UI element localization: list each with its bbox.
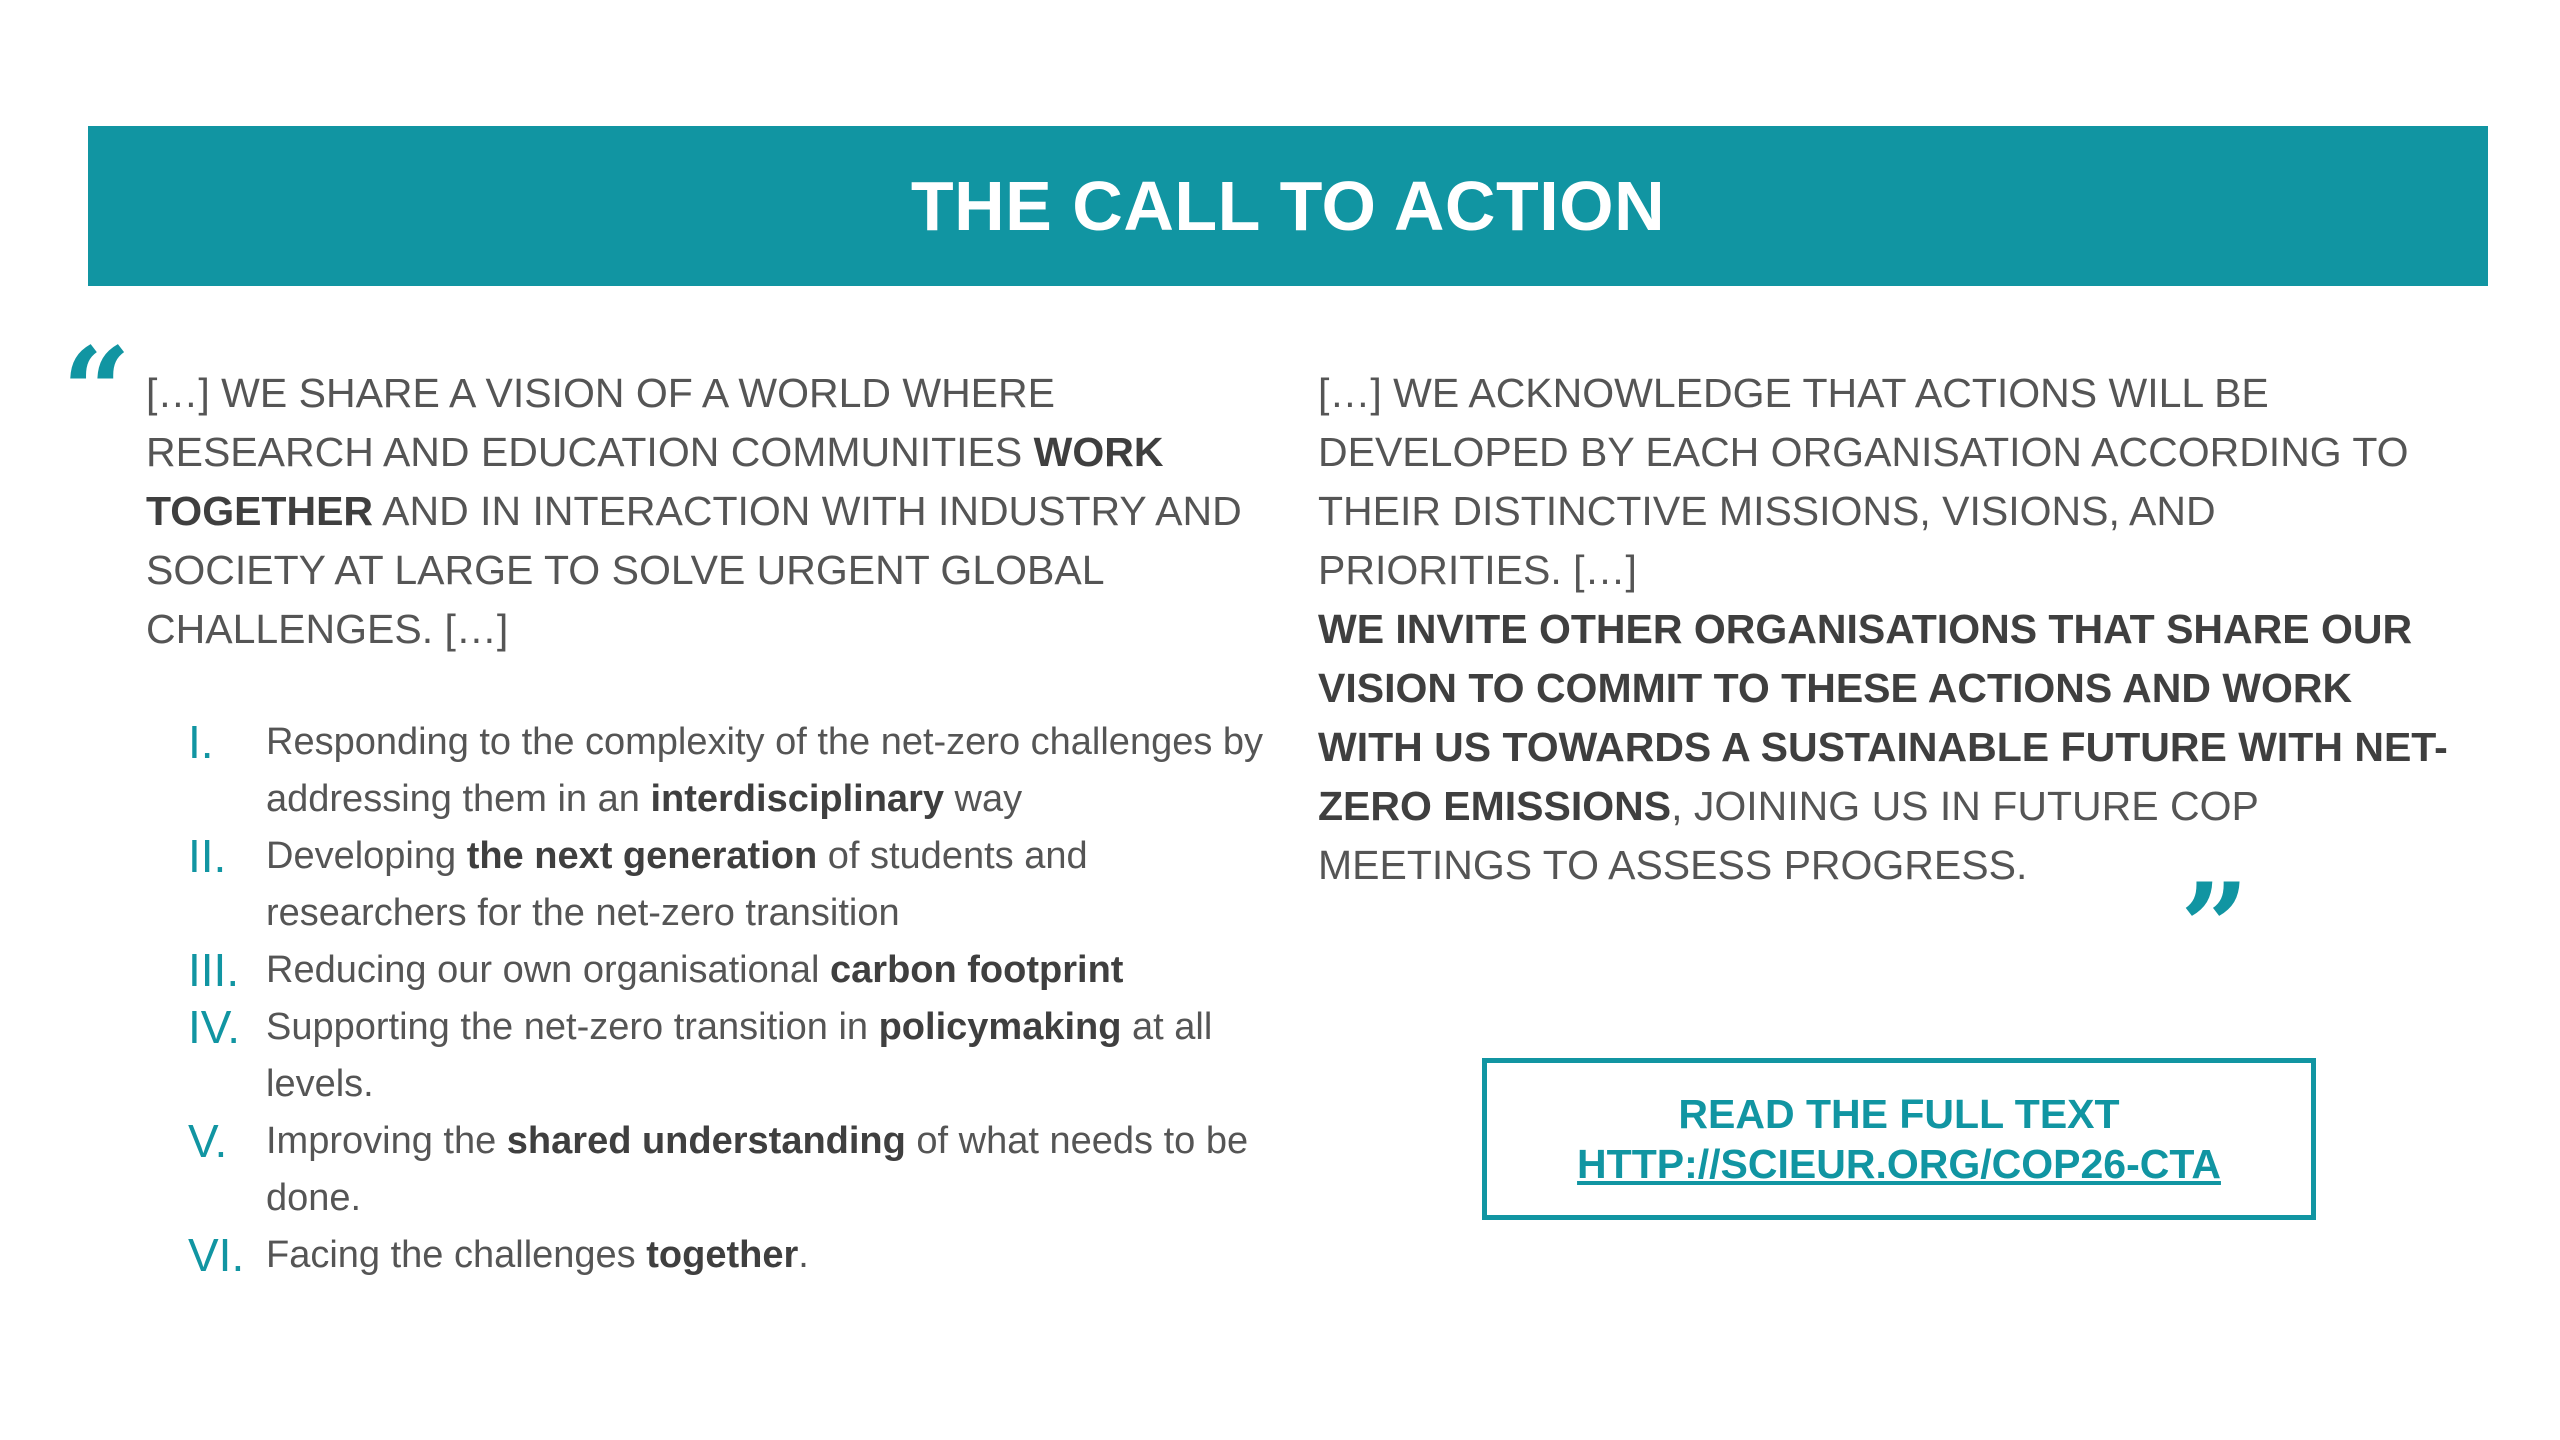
right-quote-paragraph (1318, 364, 2458, 895)
list-item (146, 714, 1296, 828)
list-numeral: V. (188, 1115, 228, 1167)
list-item-text: Responding to the complexity of the net-zero challenges by addressing them in an interdisciplinary way (266, 721, 1264, 820)
list-item (146, 1113, 1296, 1227)
read-full-text-label: READ THE FULL TEXT (1678, 1091, 2120, 1137)
title-banner (88, 126, 2488, 286)
open-quote-icon: “ (62, 321, 132, 462)
full-text-link[interactable]: HTTP://SCIEUR.ORG/COP26-CTA (1577, 1141, 2221, 1187)
right-paragraph-emphasis: WE INVITE OTHER ORGANISATIONS THAT SHARE OUR VISION TO COMMIT TO THESE ACTIONS AND WORK WITH US TOWARDS A SUSTAINABLE FUTURE WITH NET-ZERO EMISSIONS (1318, 606, 2448, 829)
left-paragraph-text-end: AND IN INTERACTION WITH INDUSTRY AND SOCIETY AT LARGE TO SOLVE URGENT GLOBAL CHALLENGES. […] (146, 488, 1242, 652)
left-paragraph-text: […] WE SHARE A VISION OF A WORLD WHERE RESEARCH AND EDUCATION COMMUNITIES (146, 370, 1055, 475)
list-item (146, 1227, 1296, 1284)
list-numeral: VI. (188, 1229, 245, 1281)
close-quote-icon: ” (2180, 857, 2250, 998)
page-title: THE CALL TO ACTION (910, 167, 1666, 245)
list-item (146, 942, 1296, 999)
left-paragraph-emphasis: WORK TOGETHER (146, 429, 1164, 534)
list-item-text: Reducing our own organisational carbon footprint (266, 949, 1124, 991)
left-quote-paragraph (146, 364, 1286, 659)
actions-list (146, 714, 1296, 1284)
list-item (146, 999, 1296, 1113)
list-item-text: Supporting the net-zero transition in policymaking at all levels. (266, 1006, 1213, 1105)
list-numeral: IV. (188, 1001, 241, 1053)
list-item-text: Developing the next generation of students and researchers for the net-zero transition (266, 835, 1088, 934)
right-paragraph-text: […] WE ACKNOWLEDGE THAT ACTIONS WILL BE DEVELOPED BY EACH ORGANISATION ACCORDING TO THEIR DISTINCTIVE MISSIONS, VISIONS, AND PRIORITIES. […] (1318, 370, 2409, 593)
list-item-text: Improving the shared understanding of what needs to be done. (266, 1120, 1249, 1219)
read-full-text-box (1482, 1058, 2316, 1220)
list-numeral: III. (188, 944, 240, 996)
list-item (146, 828, 1296, 942)
list-numeral: I. (188, 716, 214, 768)
list-numeral: II. (188, 830, 227, 882)
list-item-text: Facing the challenges together. (266, 1234, 809, 1276)
right-paragraph-text-end: , JOINING US IN FUTURE COP MEETINGS TO ASSESS PROGRESS. (1318, 783, 2259, 888)
